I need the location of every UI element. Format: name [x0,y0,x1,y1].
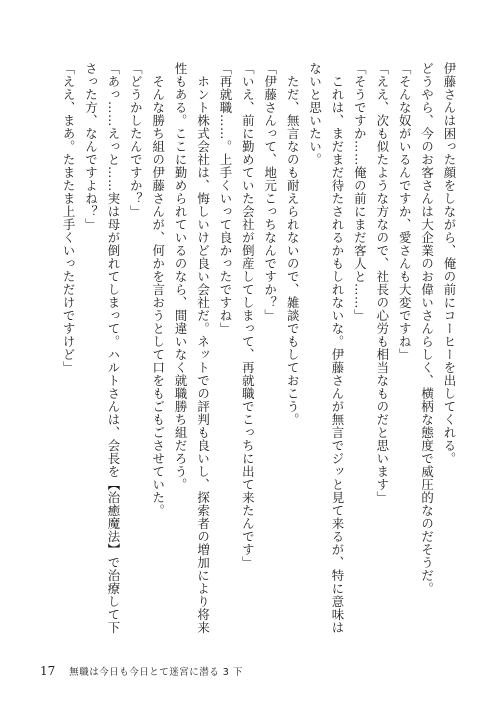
text-line: ホント株式会社は、悔しいけど良い会社だ。ネットでの評判も良いし、探索者の増加により将来 [195,62,211,634]
text-line: 性もある。ここに勤められているのなら、間違いなく就職勝ち組だろう。 [173,62,189,491]
text-line: 「ええ、次も似たような方なので、社長の心労も相当なものだと思います」 [374,62,390,504]
text-line: これは、まだまだ待たされるかもしれないな。伊藤さんが無言でジッと見て来るが、特に意味は [329,62,345,634]
text-line: ただ、無言なのも耐えられないので、雑談でもしておこう。 [285,62,301,426]
text-line: ないと思いたい。 [307,62,323,166]
text-line: 「あっ……えっと……実は母が倒れてしまって。ハルトさんは、会長を【治癒魔法】で治療して下 [105,62,121,634]
page-footer [40,664,243,680]
text-line: 「どうかしたんですか？」 [128,62,144,218]
book-title: 無職は今日も今日とて迷宮に潜る 3 下 [69,667,243,678]
text-line: さった方、なんですよね？」 [83,62,99,231]
text-line: 伊藤さんは困った顔をしながら、俺の前にコーヒーを出してくれる。 [442,62,457,465]
vertical-text-body [56,62,460,652]
text-line: どうやら、今のお客さんは大企業のお偉いさんらしく、横柄な態度で威圧的なのだそうだ。 [419,62,435,595]
text-line: 「いえ、前に勤めていた会社が倒産してしまって、再就職でこっちに出て来たんです」 [240,62,256,569]
text-line: 「そんな奴がいるんですか、愛さんも大変ですね」 [397,62,413,361]
text-line: 「そうですか……俺の前にまだ客人と……」 [352,62,368,322]
text-line: 「再就職……。上手くいって良かったですね」 [217,62,233,335]
text-line: そんな勝ち組の伊藤さんが、何かを言おうとして口をもごもごさせていた。 [150,62,166,517]
text-line: 「ええ、まあ。たまたま上手くいっただけですけど」 [61,62,77,374]
page-number: 17 [40,664,56,678]
text-line: 「伊藤さんって、地元こっちなんですか？」 [262,62,278,322]
